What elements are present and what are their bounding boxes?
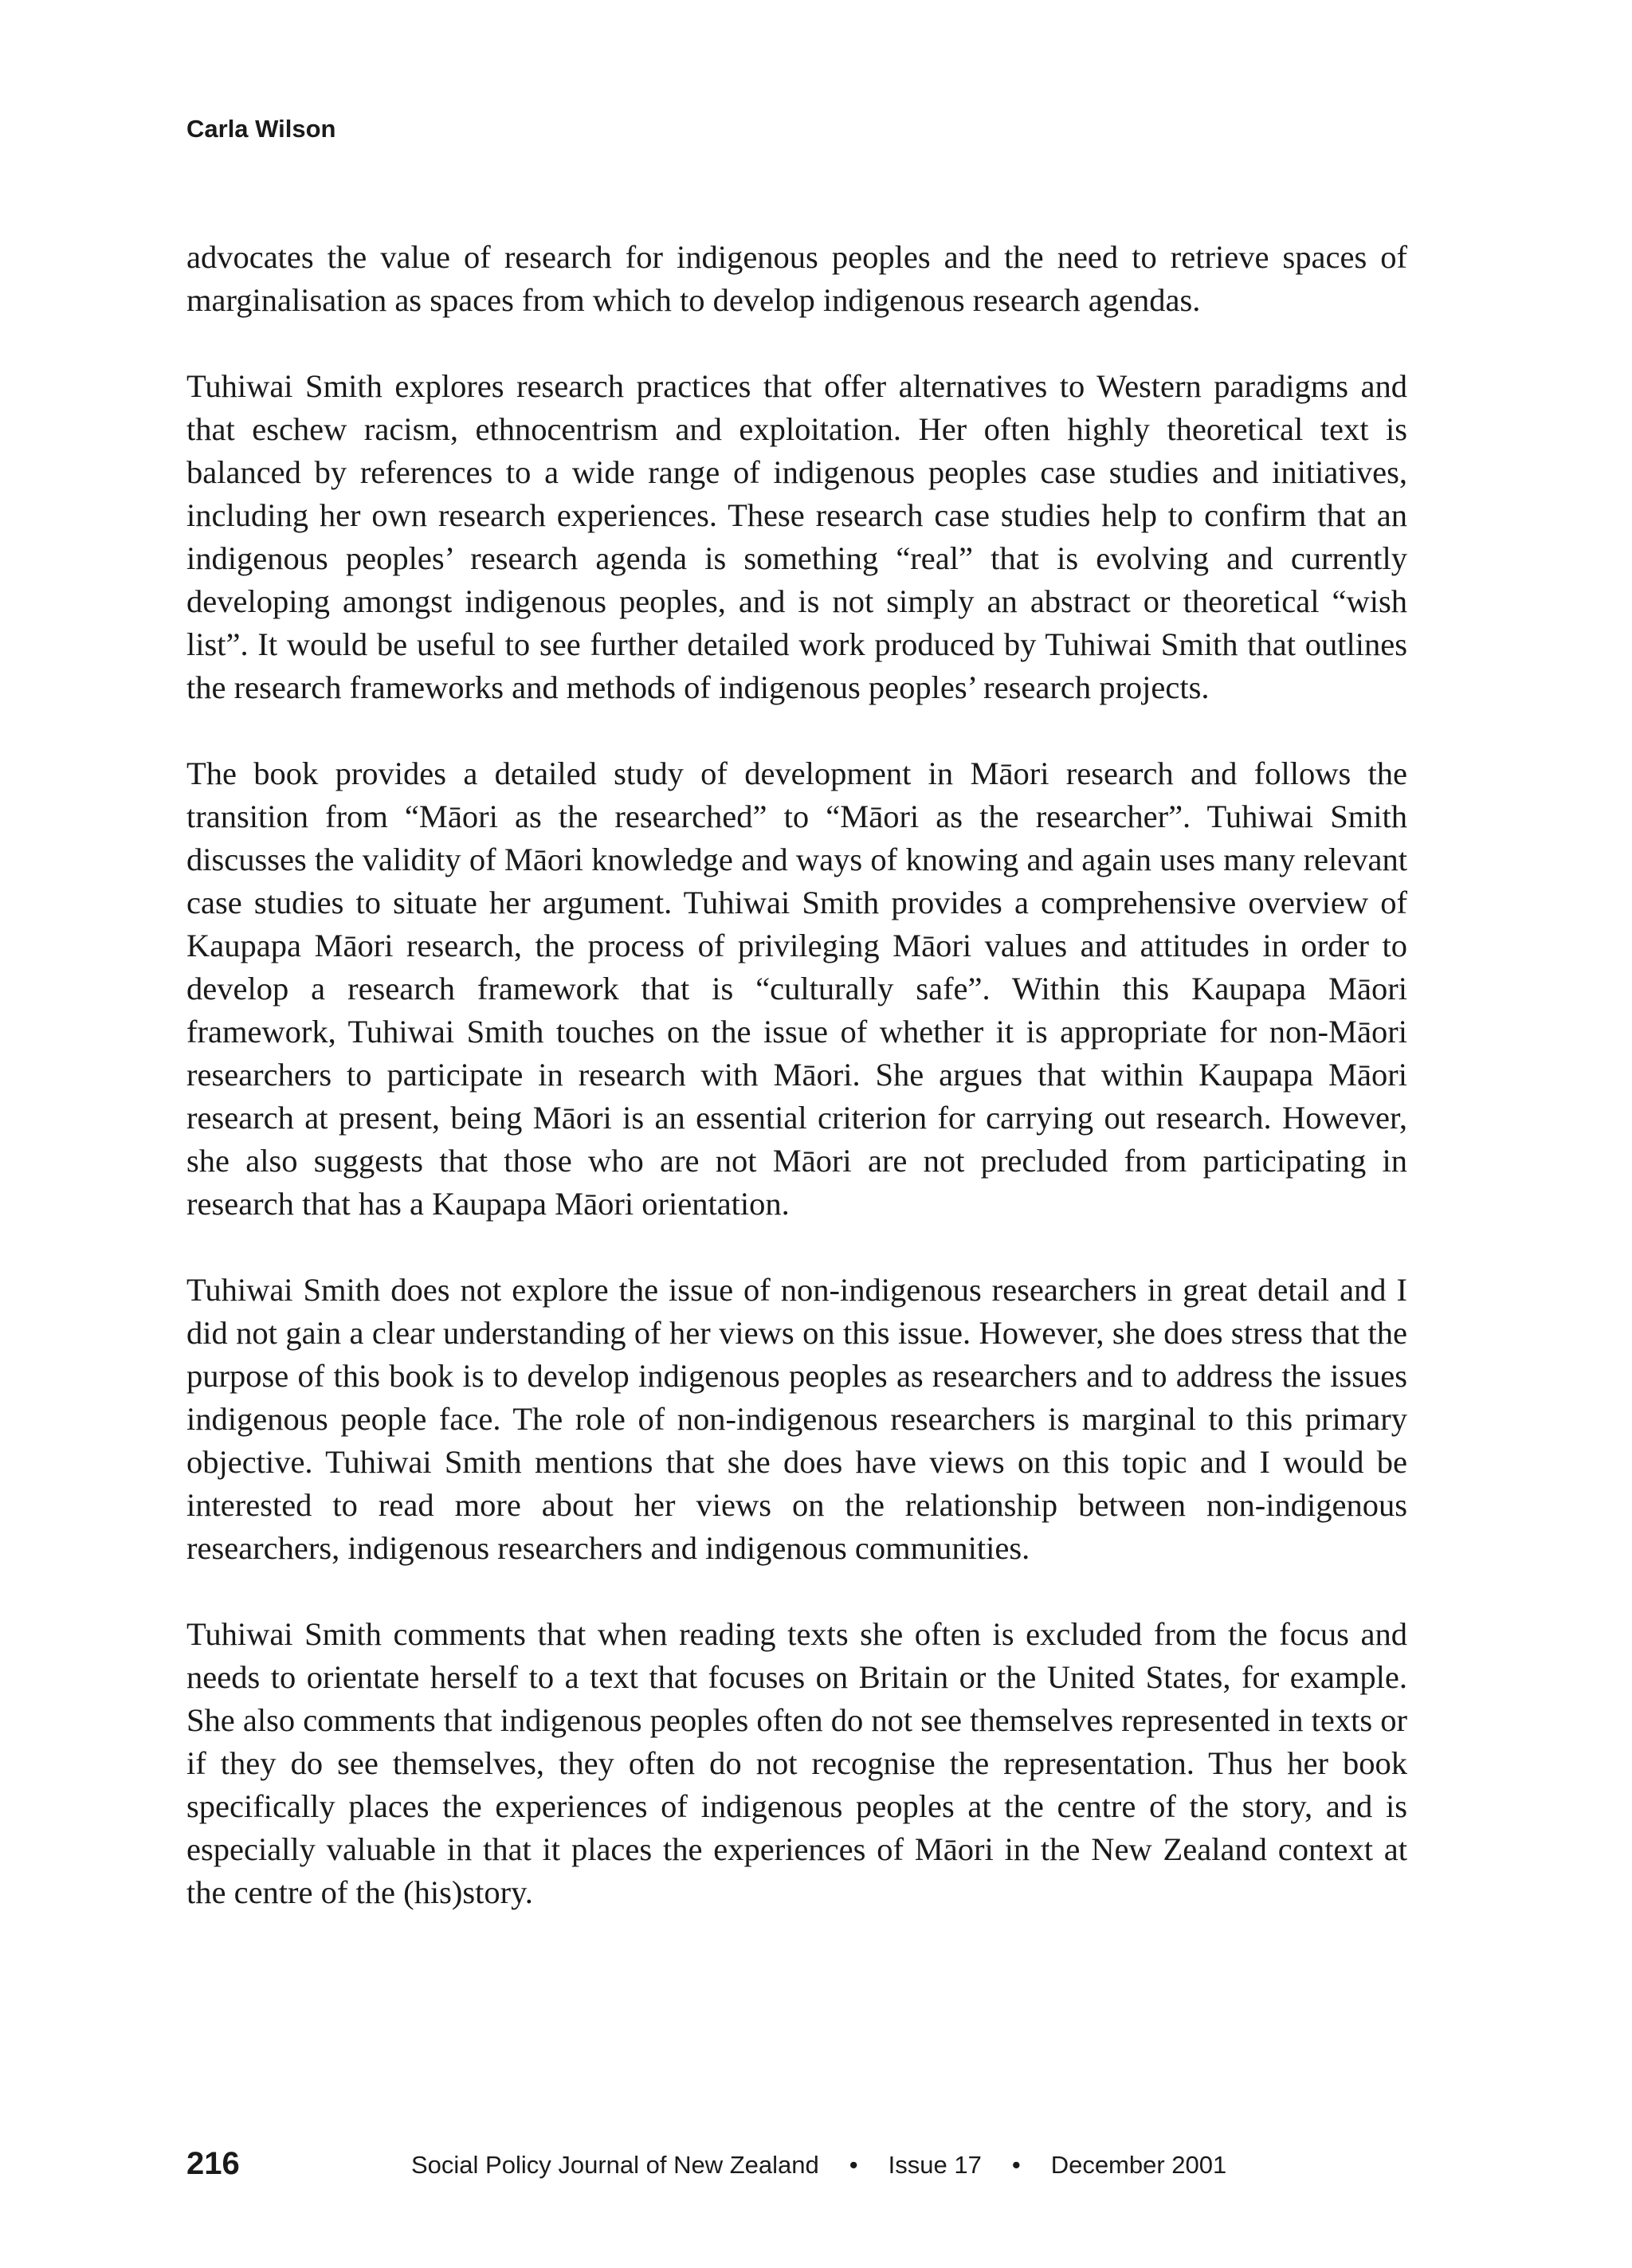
paragraph-3: The book provides a detailed study of development in Māori research and follows the transition from “Māori as the researched” to “Māori as the researcher”. Tuhiwai Smith discusses the validity of Māori knowledge and ways of knowing and again uses many relevant case studies to situate her argument. Tuhiwai Smith provides a comprehensive overview of Kaupapa Māori research, the process of privileging Māori values and attitudes in order to develop a research framework that is “culturally safe”. Within this Kaupapa Māori framework, Tuhiwai Smith touches on the issue of whether it is appropriate for non-Māori researchers to participate in research with Māori. She argues that within Kaupapa Māori research at present, being Māori is an essential criterion for carrying out research. However, she also suggests that those who are not Māori are not precluded from participating in research that has a Kaupapa Māori orientation.	[186, 755, 1407, 1222]
paragraph-5: Tuhiwai Smith comments that when reading texts she often is excluded from the focus and needs to orientate herself to a text that focuses on Britain or the United States, for example. She also comments that indigenous peoples often do not see themselves represented in texts or if they do see themselves, they often do not recognise the representation. Thus her book specifically places the experiences of indigenous peoples at the centre of the story, and is especially valuable in that it places the experiences of Māori in the New Zealand context at the centre of the (his)story.	[186, 1616, 1407, 1910]
journal-issue: Issue 17	[888, 2151, 982, 2179]
page-footer	[186, 2144, 1407, 2184]
paragraph-4: Tuhiwai Smith does not explore the issue of non-indigenous researchers in great detail and I did not gain a clear understanding of her views on this issue. However, she does stress that the purpose of this book is to develop indigenous peoples as researchers and to address the issues indigenous people face. The role of non-indigenous researchers is marginal to this primary objective. Tuhiwai Smith mentions that she does have views on this topic and I would be interested to read more about her views on the relationship between non-indigenous researchers, indigenous researchers and indigenous communities.	[186, 1272, 1407, 1566]
page-number: 216	[186, 2146, 240, 2181]
journal-date: December 2001	[1050, 2151, 1227, 2179]
running-head-author: Carla Wilson	[186, 115, 336, 143]
bullet-separator: •	[1011, 2151, 1021, 2179]
paragraph-2: Tuhiwai Smith explores research practices that offer alternatives to Western paradigms and that eschew racism, ethnocentrism and exploitation. Her often highly theoretical text is balanced by references to a wide range of indigenous peoples case studies and initiatives, including her own research experiences. These research case studies help to confirm that an indigenous peoples’ research agenda is something “real” that is evolving and currently developing amongst indigenous peoples, and is not simply an abstract or theoretical “wish list”. It would be useful to see further detailed work produced by Tuhiwai Smith that outlines the research frameworks and methods of indigenous peoples’ research projects.	[186, 368, 1407, 705]
paragraph-1: advocates the value of research for indigenous peoples and the need to retrieve spaces of marginalisation as spaces from which to develop indigenous research agendas.	[186, 239, 1407, 318]
journal-citation	[411, 2147, 1226, 2184]
journal-title: Social Policy Journal of New Zealand	[411, 2151, 819, 2179]
article-body	[186, 236, 1407, 1914]
bullet-separator: •	[849, 2151, 858, 2179]
